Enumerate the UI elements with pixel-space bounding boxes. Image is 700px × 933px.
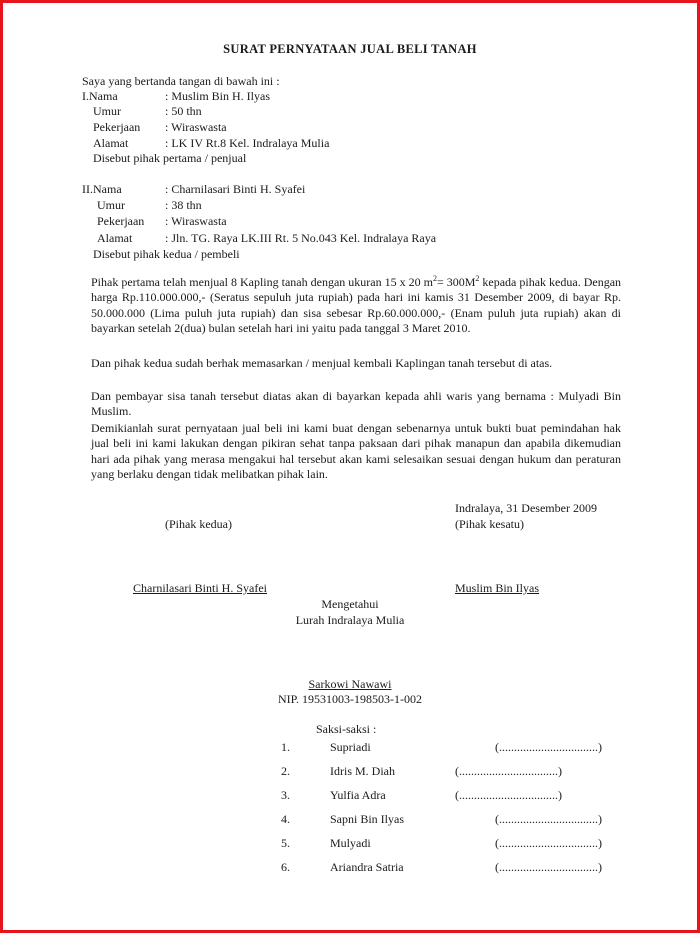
party1-pekerjaan-label: Pekerjaan — [93, 120, 141, 134]
party1-alamat-value: : LK IV Rt.8 Kel. Indralaya Mulia — [165, 136, 330, 150]
saksi-signature-line: (.................................) — [455, 764, 562, 778]
saksi-name: Mulyadi — [330, 836, 371, 850]
paragraph-sale-part1: Pihak pertama telah menjual 8 Kapling tanah dengan ukuran 15 x 20 m — [91, 275, 433, 289]
party2-alamat-label: Alamat — [97, 231, 133, 245]
party1-alamat-label: Alamat — [93, 136, 129, 150]
party1-note: Disebut pihak pertama / penjual — [93, 151, 247, 165]
saksi-name: Supriadi — [330, 740, 371, 754]
paragraph-heir: Dan pembayar sisa tanah tersebut diatas akan di bayarkan kepada ahli waris yang bernama : Mulyadi Bin Muslim. — [91, 389, 621, 419]
saksi-signature-line: (.................................) — [495, 860, 602, 874]
lurah-nip: NIP. 19531003-198503-1-002 — [278, 692, 422, 706]
paragraph-resell: Dan pihak kedua sudah berhak memasarkan / menjual kembali Kaplingan tanah tersebut di atas. — [91, 356, 553, 370]
saksi-number: 1. — [281, 740, 290, 754]
signatory-kesatu: Muslim Bin Ilyas — [455, 581, 540, 595]
party2-umur-value: : 38 thn — [165, 198, 202, 212]
party2-nama-value: : Charnilasari Binti H. Syafei — [165, 182, 306, 196]
place-date: Indralaya, 31 Desember 2009 — [455, 501, 597, 515]
signatory-kedua: Charnilasari Binti H. Syafei — [133, 581, 267, 595]
party2-note: Disebut pihak kedua / pembeli — [93, 247, 240, 261]
party2-alamat-value: : Jln. TG. Raya LK.III Rt. 5 No.043 Kel. Indralaya Raya — [165, 231, 437, 245]
saksi-number: 3. — [281, 788, 290, 802]
saksi-name: Yulfia Adra — [330, 788, 386, 802]
saksi-name: Idris M. Diah — [330, 764, 395, 778]
saksi-number: 4. — [281, 812, 290, 826]
saksi-signature-line: (.................................) — [495, 812, 602, 826]
saksi-number: 6. — [281, 860, 290, 874]
party1-nama-value: : Muslim Bin H. Ilyas — [165, 89, 271, 103]
paragraph-sale-part2: = 300M — [436, 275, 476, 289]
lurah-label: Lurah Indralaya Mulia — [295, 613, 405, 627]
saksi-signature-line: (.................................) — [495, 836, 602, 850]
party1-umur-label: Umur — [93, 104, 121, 118]
saksi-name: Sapni Bin Ilyas — [330, 812, 404, 826]
paragraph-closing: Demikianlah surat pernyataan jual beli ini kami buat dengan sebenarnya untuk bukti buat pemindahan hak jual beli ini kami lakukan dengan pikiran sehat tanpa paksaan dari pihak manapun dan apabila dikemudian hari ada pihak yang merasa mengakui hal tersebut akan kami selesaikan sesuai dengan hukum dan peraturan yang berlaku dengan tidak melibatkan pihak lain. — [91, 421, 621, 481]
pihak-kesatu-label: (Pihak kesatu) — [455, 517, 524, 531]
saksi-name: Ariandra Satria — [330, 860, 404, 874]
party2-umur-label: Umur — [97, 198, 125, 212]
saksi-signature-line: (.................................) — [495, 740, 602, 754]
saksi-signature-line: (.................................) — [455, 788, 562, 802]
saksi-title: Saksi-saksi : — [316, 722, 377, 736]
party2-nama-label: II.Nama — [82, 182, 122, 196]
party1-nama-label: I.Nama — [82, 89, 118, 103]
pihak-kedua-label: (Pihak kedua) — [165, 517, 232, 531]
document-title: SURAT PERNYATAAN JUAL BELI TANAH — [223, 42, 477, 56]
superscript-2b: 2 — [475, 274, 480, 283]
saksi-number: 5. — [281, 836, 290, 850]
intro-text: Saya yang bertanda tangan di bawah ini : — [82, 74, 280, 88]
superscript-2a: 2 — [432, 274, 437, 283]
lurah-name: Sarkowi Nawawi — [308, 677, 392, 691]
saksi-number: 2. — [281, 764, 290, 778]
paragraph-sale — [91, 275, 621, 336]
party2-pekerjaan-value: : Wiraswasta — [165, 214, 227, 228]
mengetahui-label: Mengetahui — [321, 597, 379, 611]
party1-pekerjaan-value: : Wiraswasta — [165, 120, 227, 134]
party1-umur-value: : 50 thn — [165, 104, 202, 118]
document-page — [3, 3, 697, 930]
party2-pekerjaan-label: Pekerjaan — [97, 214, 145, 228]
paragraph-sale-part3: kepada pihak kedua. Dengan harga Rp.110.000.000,- (Seratus sepuluh juta rupiah) pada hari ini kamis 31 Desember 2009, di bayar Rp. 50.000.000 (Lima puluh juta rupiah) dan sisa sebesar Rp.60.000.000,- (Enam puluh juta rupiah) akan di bayarkan setelah 2(dua) bulan setelah hari ini yaitu pada tanggal 3 Maret 2010. — [91, 275, 622, 335]
